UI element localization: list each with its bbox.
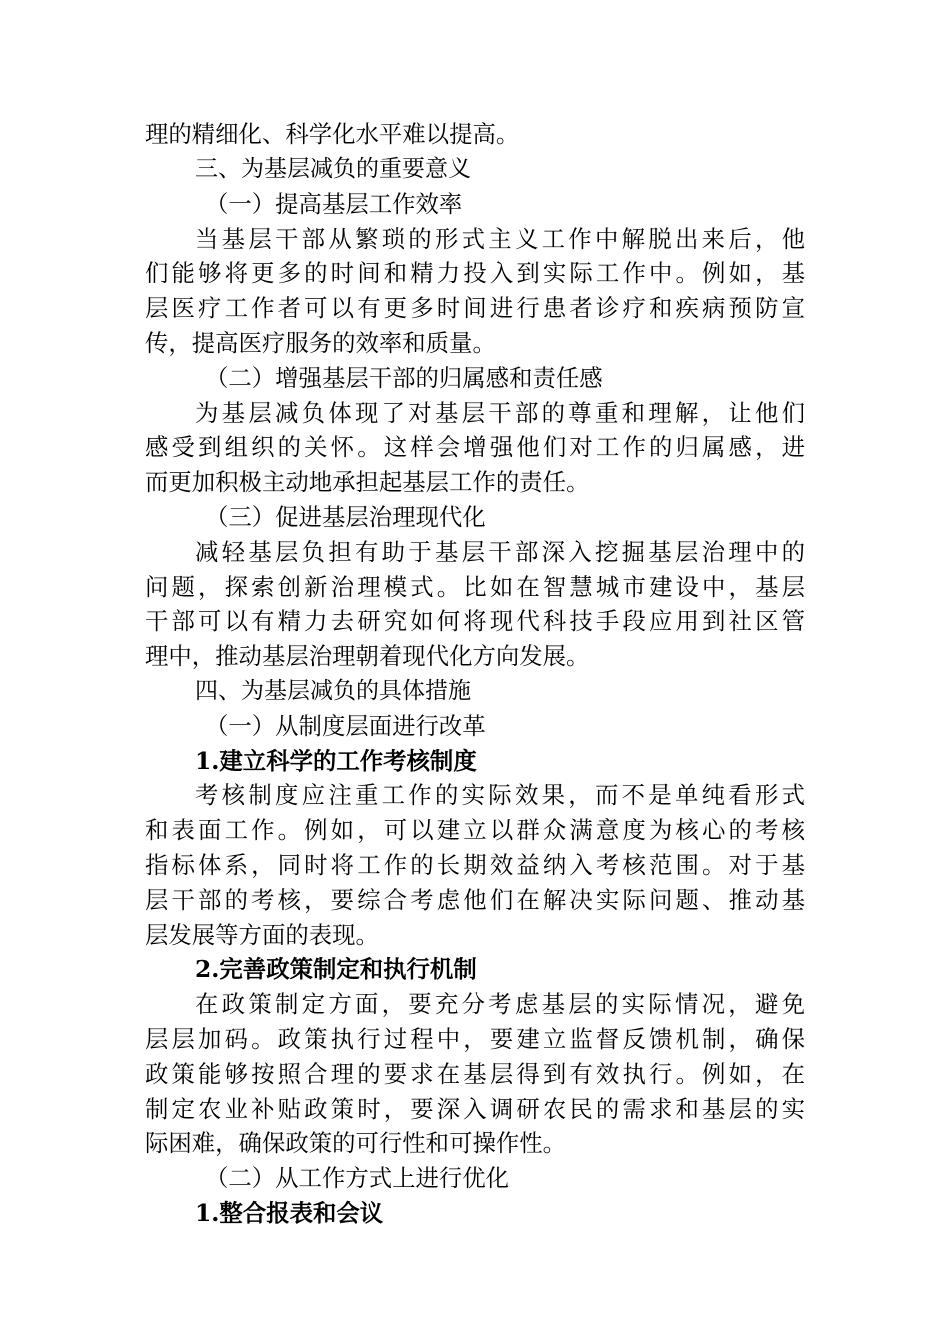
subsection-heading: （二）从工作方式上进行优化	[205, 1164, 510, 1192]
paragraph-line: 在政策制定方面，要充分考虑基层的实际情况，避免	[195, 990, 805, 1018]
item-heading: 1.整合报表和会议	[195, 1199, 384, 1227]
paragraph-line: 层干部的考核，要综合考虑他们在解决实际问题、推动基	[145, 886, 805, 914]
paragraph-line: 和表面工作。例如，可以建立以群众满意度为核心的考核	[145, 816, 805, 844]
paragraph-line: 理中，推动基层治理朝着现代化方向发展。	[145, 642, 590, 670]
subsection-heading: （一）从制度层面进行改革	[205, 712, 486, 740]
paragraph-line: 理的精细化、科学化水平难以提高。	[145, 120, 520, 148]
section-heading: 四、为基层减负的具体措施	[195, 678, 471, 704]
paragraph-line: 减轻基层负担有助于基层干部深入挖掘基层治理中的	[195, 538, 805, 566]
paragraph-line: 问题，探索创新治理模式。比如在智慧城市建设中，基层	[145, 573, 805, 601]
paragraph-line: 考核制度应注重工作的实际效果，而不是单纯看形式	[195, 781, 805, 809]
item-heading: 2.完善政策制定和执行机制	[195, 955, 477, 983]
paragraph-line: 制定农业补贴政策时，要深入调研农民的需求和基层的实	[145, 1095, 805, 1123]
paragraph-line: 干部可以有精力去研究如何将现代科技手段应用到社区管	[145, 607, 805, 635]
section-heading: 三、为基层减负的重要意义	[195, 156, 471, 182]
paragraph-line: 们能够将更多的时间和精力投入到实际工作中。例如，基	[145, 259, 805, 287]
item-heading: 1.建立科学的工作考核制度	[195, 747, 477, 775]
subsection-heading: （三）促进基层治理现代化	[205, 503, 486, 531]
paragraph-line: 传，提高医疗服务的效率和质量。	[145, 329, 496, 357]
paragraph-line: 感受到组织的关怀。这样会增强他们对工作的归属感，进	[145, 433, 805, 461]
paragraph-line: 当基层干部从繁琐的形式主义工作中解脱出来后，他	[195, 225, 805, 253]
paragraph-line: 指标体系，同时将工作的长期效益纳入考核范围。对于基	[145, 851, 805, 879]
paragraph-line: 为基层减负体现了对基层干部的尊重和理解，让他们	[195, 399, 805, 427]
paragraph-line: 层发展等方面的表现。	[145, 921, 379, 949]
paragraph-line: 层医疗工作者可以有更多时间进行患者诊疗和疾病预防宣	[145, 294, 805, 322]
paragraph-line: 而更加积极主动地承担起基层工作的责任。	[145, 468, 590, 496]
paragraph-line: 政策能够按照合理的要求在基层得到有效执行。例如，在	[145, 1060, 805, 1088]
paragraph-line: 际困难，确保政策的可行性和可操作性。	[145, 1129, 567, 1157]
subsection-heading: （一）提高基层工作效率	[205, 190, 463, 218]
subsection-heading: （二）增强基层干部的归属感和责任感	[205, 364, 603, 392]
paragraph-line: 层层加码。政策执行过程中，要建立监督反馈机制，确保	[145, 1025, 805, 1053]
